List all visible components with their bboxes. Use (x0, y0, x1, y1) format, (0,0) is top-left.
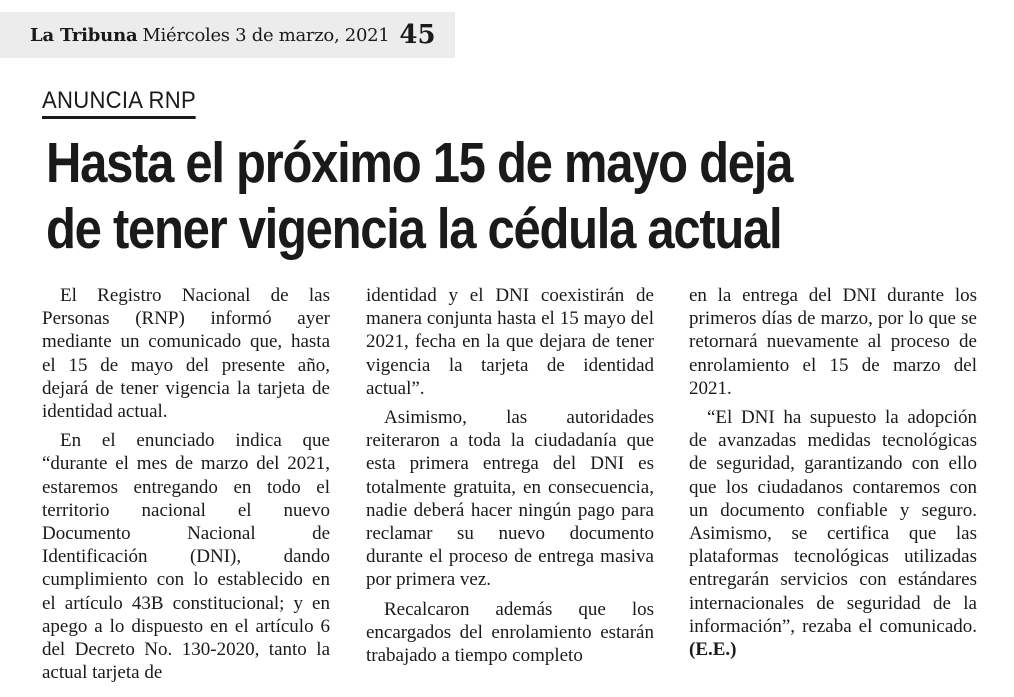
page-number: 45 (399, 20, 436, 50)
paragraph: en la entrega del DNI durante los primeros días de marzo, por lo que se retornará nuevamente al proceso de enrolamiento el 15 de marzo del 2021. (689, 285, 977, 399)
article-credit: (E.E.) (689, 639, 737, 661)
paragraph: Recalcaron además que los encargados del enrolamiento estarán trabajado a tiempo completo (366, 598, 654, 667)
article-column-3 (689, 284, 977, 667)
article-column-1 (42, 284, 330, 690)
paragraph (689, 406, 977, 661)
paragraph: Asimismo, las autoridades reiteraron a toda la ciudadanía que esta primera entrega del DNI es totalmente gratuita, en consecuencia, nadie deberá hacer ningún pago para reclamar su nuevo documento durante el proceso de entrega masiva por primera vez. (366, 407, 654, 591)
article-column-2 (366, 284, 654, 673)
article-kicker: ANUNCIA RNP (42, 88, 196, 119)
newspaper-name: La Tribuna (30, 24, 138, 46)
paragraph: identidad y el DNI coexistirán de manera conjunta hasta el 15 mayo del 2021, fecha en la que dejara de tener vigencia la tarjeta de identidad actual”. (366, 285, 654, 399)
quote-text: “El DNI ha supuesto la adopción de avanzadas medidas tecnológicas de seguridad, garantizando con ello que los ciudadanos contaremos con un documento confiable y seguro. Asimismo, se certifica que las plataformas tecnológicas utilizadas entregarán servicios con estándares internacionales de seguridad de la información”, rezaba el comunicado. (689, 407, 977, 637)
headline-line-2: de tener vigencia la cédula actual (46, 197, 782, 261)
masthead (0, 12, 455, 58)
headline-line-1: Hasta el próximo 15 de mayo deja (46, 131, 793, 195)
paragraph: El Registro Nacional de las Personas (RNP) informó ayer mediante un comunicado que, hasta el 15 de mayo del presente año, dejará de tener vigencia la tarjeta de identidad actual. (42, 285, 330, 423)
issue-date: Miércoles 3 de marzo, 2021 (142, 24, 390, 46)
paragraph: En el enunciado indica que “durante el mes de marzo del 2021, estaremos entregando en todo el territorio nacional el nuevo Documento Nacional de Identificación (DNI), dando cumplimiento con lo establecido en el artículo 43B constitucional; y en apego a lo dispuesto en el artículo 6 del Decreto No. 130-2020, tanto la actual tarjeta de (42, 430, 330, 684)
article-headline (46, 130, 996, 262)
